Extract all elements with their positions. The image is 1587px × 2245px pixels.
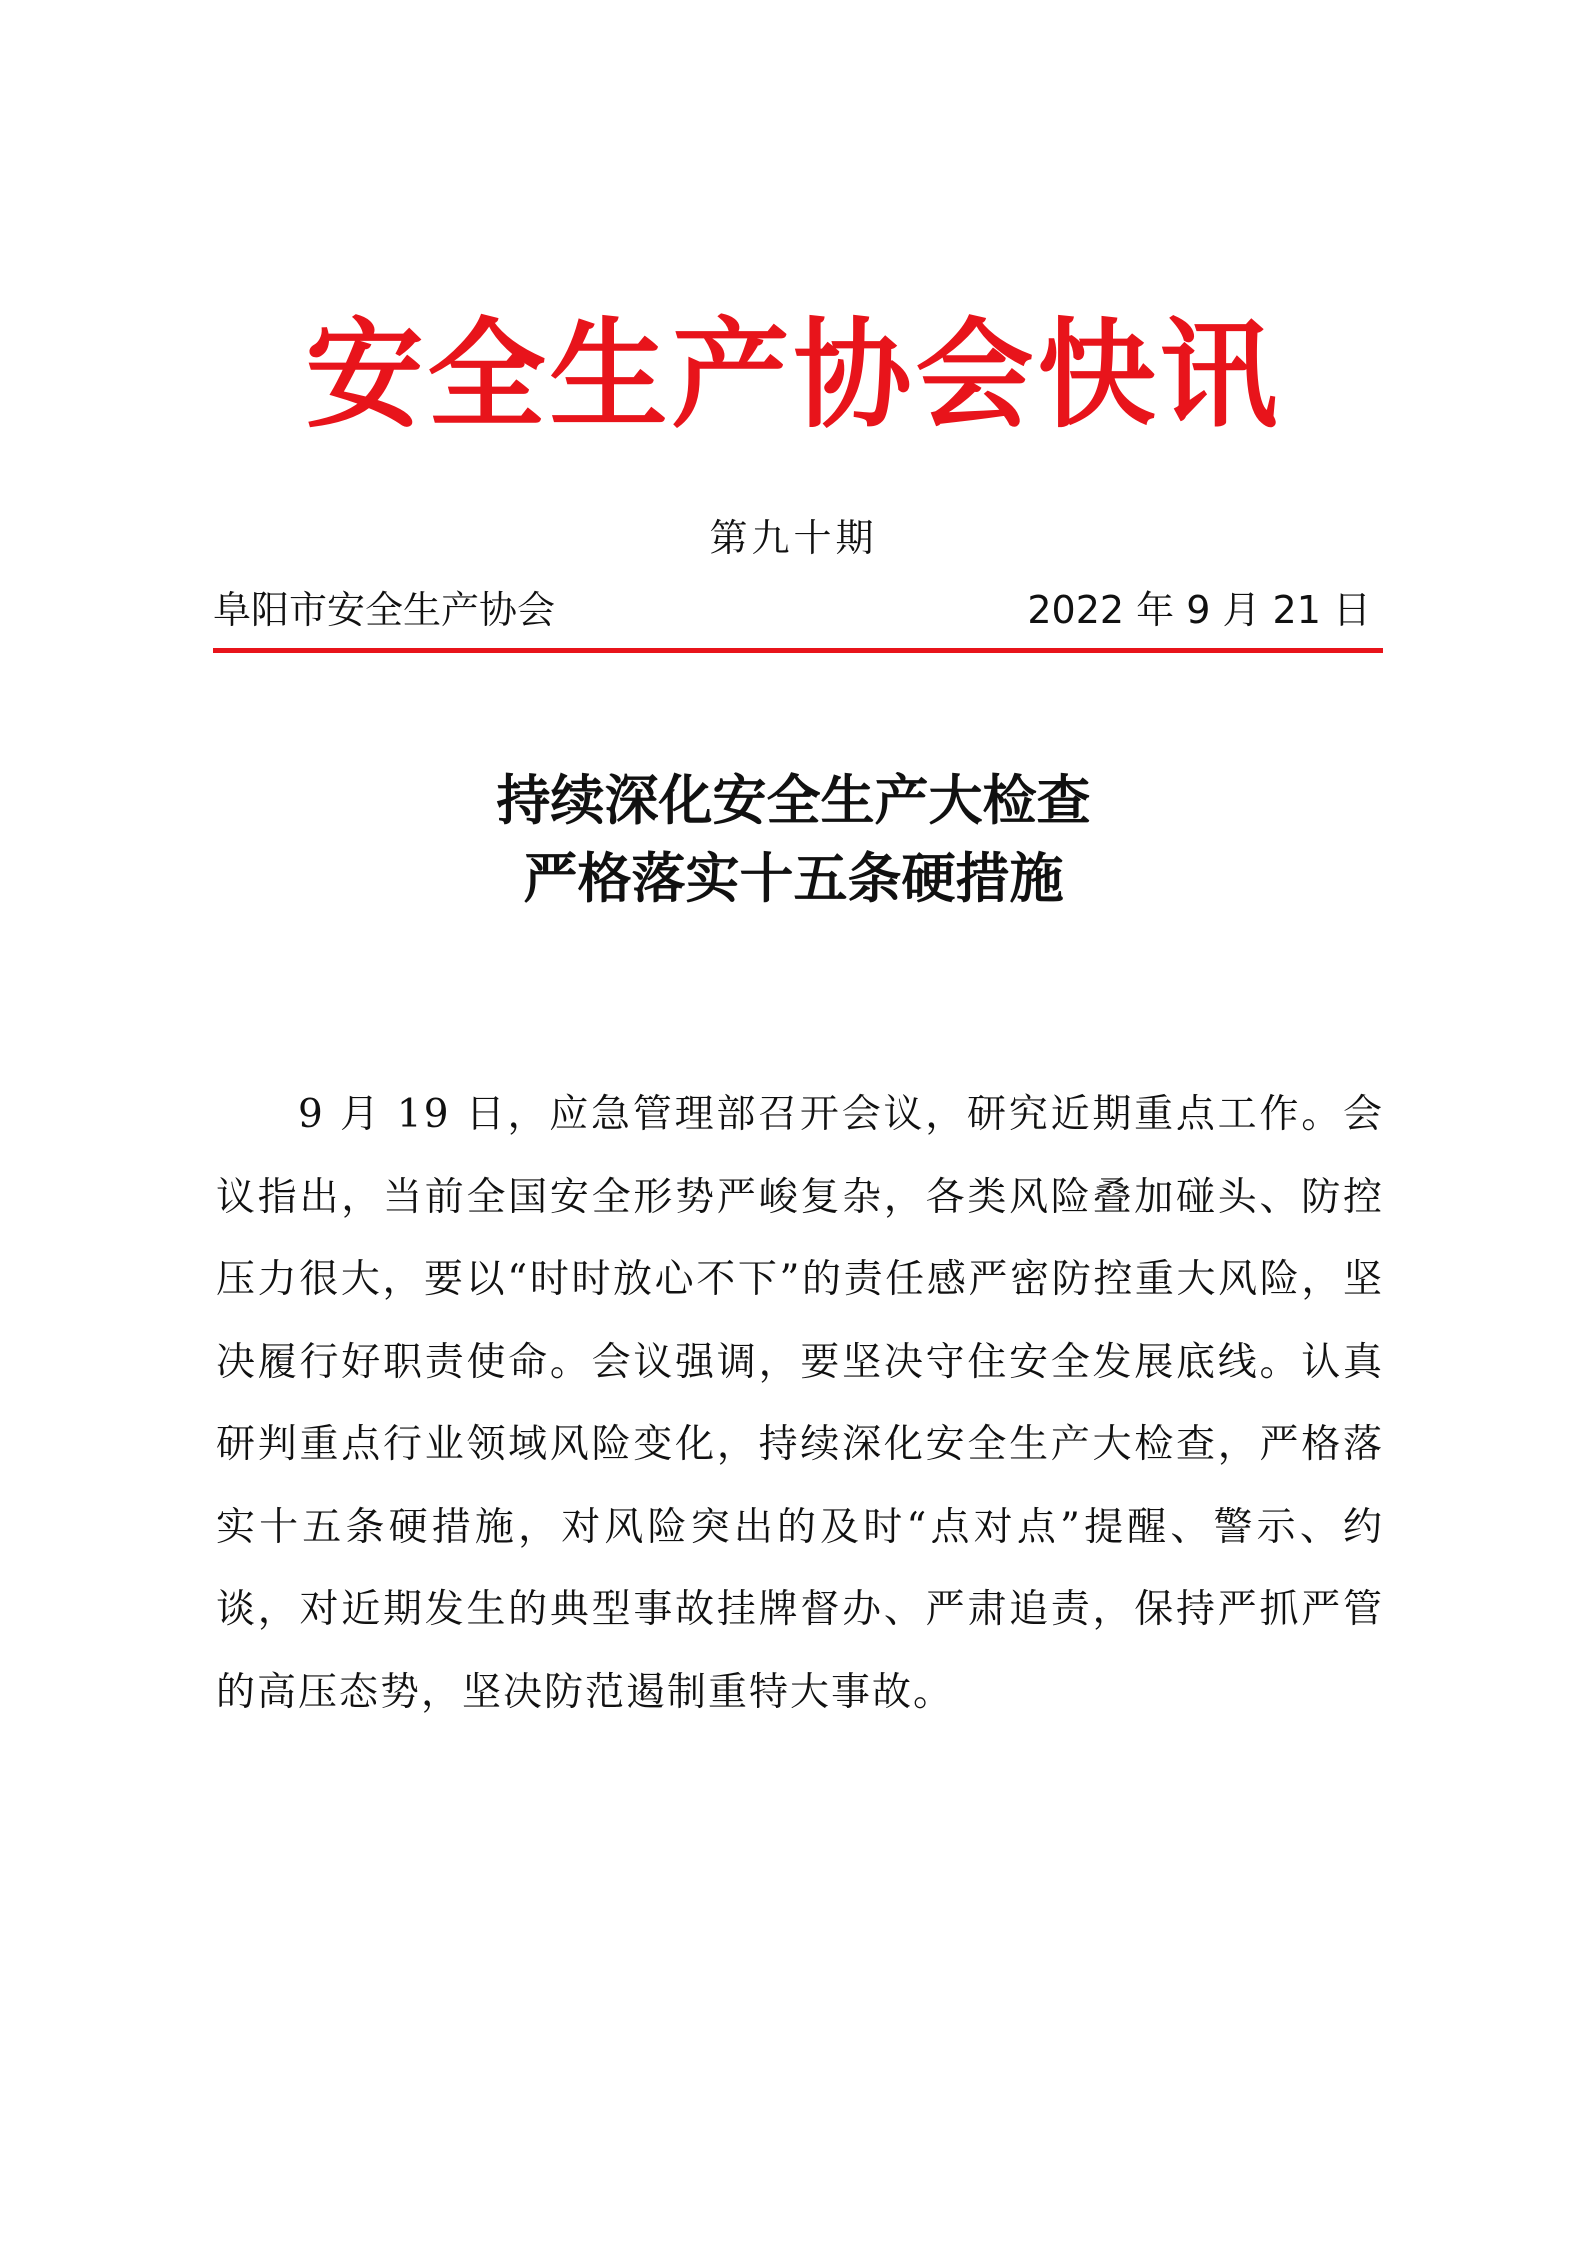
- article-headline: [0, 762, 1587, 918]
- headline-line-1: 持续深化安全生产大检查: [496, 769, 1091, 832]
- publication-date: 2022 年 9 月 21 日: [1027, 588, 1371, 632]
- meta-row: [213, 582, 1383, 638]
- red-divider-line: [213, 648, 1383, 653]
- article-body-paragraph: 9 月 19 日，应急管理部召开会议，研究近期重点工作。会议指出，当前全国安全形势严峻复杂，各类风险叠加碰头、防控压力很大，要以“时时放心不下”的责任感严密防控重大风险，坚决履行好职责使命。会议强调，要坚决守住安全发展底线。认真研判重点行业领域风险变化，持续深化安全生产大检查，严格落实十五条硬措施，对风险突出的及时“点对点”提醒、警示、约谈，对近期发生的典型事故挂牌督办、严肃追责，保持严抓严管的高压态势，坚决防范遏制重特大事故。: [216, 1092, 1384, 1715]
- issue-number: 第九十期: [709, 516, 878, 560]
- publisher-organization: 阜阳市安全生产协会: [213, 588, 556, 632]
- masthead-title: 安全生产协会快讯: [305, 305, 1282, 444]
- headline-line-2: 严格落实十五条硬措施: [523, 847, 1064, 910]
